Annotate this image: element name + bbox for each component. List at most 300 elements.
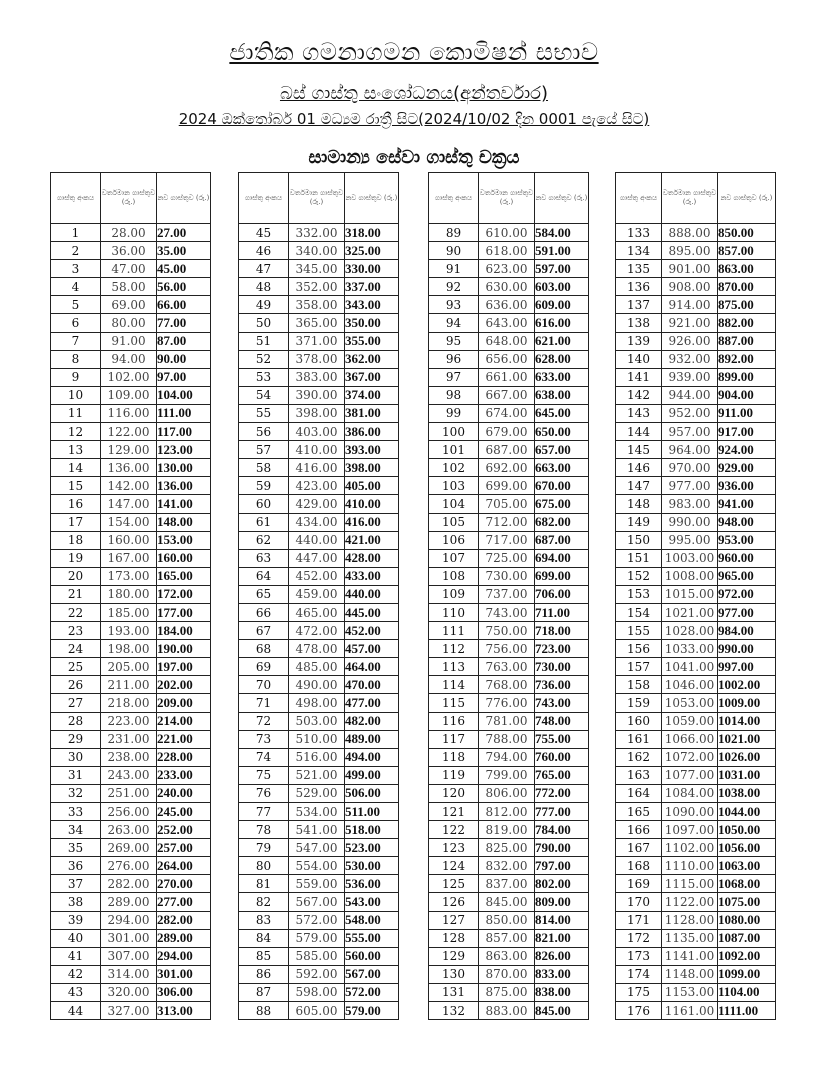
- table-row: [239, 296, 399, 314]
- table-row: [429, 947, 589, 965]
- table-row: [51, 730, 211, 748]
- old-fare: 1153.00: [662, 983, 718, 1001]
- table-row: [616, 893, 776, 911]
- section-number: 72: [239, 712, 289, 730]
- new-fare: 257.00: [157, 839, 211, 857]
- section-number: 153: [616, 585, 662, 603]
- old-fare: 529.00: [289, 784, 345, 802]
- table-row: [51, 603, 211, 621]
- old-fare: 1003.00: [662, 549, 718, 567]
- old-fare: 970.00: [662, 459, 718, 477]
- old-fare: 776.00: [479, 694, 535, 712]
- new-fare: 27.00: [157, 224, 211, 242]
- table-row: [239, 730, 399, 748]
- table-row: [51, 658, 211, 676]
- new-fare: 924.00: [718, 441, 776, 459]
- table-row: [51, 821, 211, 839]
- new-fare: 177.00: [157, 603, 211, 621]
- old-fare: 136.00: [101, 459, 157, 477]
- old-fare: 926.00: [662, 332, 718, 350]
- new-fare: 591.00: [535, 242, 589, 260]
- section-number: 88: [239, 1002, 289, 1020]
- section-number: 21: [51, 585, 101, 603]
- old-fare: 1141.00: [662, 947, 718, 965]
- old-fare: 656.00: [479, 350, 535, 368]
- old-fare: 567.00: [289, 893, 345, 911]
- old-fare: 763.00: [479, 658, 535, 676]
- old-fare: 1148.00: [662, 965, 718, 983]
- table-row: [429, 495, 589, 513]
- section-number: 139: [616, 332, 662, 350]
- table-row: [239, 513, 399, 531]
- new-fare: 398.00: [345, 459, 399, 477]
- section-number: 39: [51, 911, 101, 929]
- table-row: [239, 803, 399, 821]
- table-row: [239, 839, 399, 857]
- section-number: 97: [429, 368, 479, 386]
- table-row: [51, 694, 211, 712]
- new-fare: 381.00: [345, 404, 399, 422]
- new-fare: 663.00: [535, 459, 589, 477]
- section-number: 125: [429, 875, 479, 893]
- old-fare: 147.00: [101, 495, 157, 513]
- section-number: 137: [616, 296, 662, 314]
- section-number: 93: [429, 296, 479, 314]
- old-fare: 914.00: [662, 296, 718, 314]
- old-fare: 28.00: [101, 224, 157, 242]
- new-fare: 221.00: [157, 730, 211, 748]
- table-row: [429, 404, 589, 422]
- section-number: 28: [51, 712, 101, 730]
- old-fare: 541.00: [289, 821, 345, 839]
- table-row: [429, 839, 589, 857]
- old-fare: 1028.00: [662, 622, 718, 640]
- table-row: [616, 386, 776, 404]
- section-number: 13: [51, 441, 101, 459]
- table-row: [239, 965, 399, 983]
- section-number: 41: [51, 947, 101, 965]
- table-row: [239, 640, 399, 658]
- table-row: [429, 477, 589, 495]
- section-number: 67: [239, 622, 289, 640]
- new-fare: 755.00: [535, 730, 589, 748]
- section-number: 31: [51, 766, 101, 784]
- old-fare: 485.00: [289, 658, 345, 676]
- old-fare: 160.00: [101, 531, 157, 549]
- old-fare: 301.00: [101, 929, 157, 947]
- section-number: 129: [429, 947, 479, 965]
- table-row: [616, 549, 776, 567]
- new-fare: 482.00: [345, 712, 399, 730]
- section-number: 3: [51, 260, 101, 278]
- page-title: ජාතික ගමනාගමන කොමිෂන් සභාව: [229, 38, 599, 66]
- section-number: 110: [429, 603, 479, 621]
- table-row: [616, 296, 776, 314]
- section-number: 76: [239, 784, 289, 802]
- old-fare: 429.00: [289, 495, 345, 513]
- fare-table: [615, 172, 776, 1020]
- old-fare: 307.00: [101, 947, 157, 965]
- section-number: 26: [51, 676, 101, 694]
- old-fare: 490.00: [289, 676, 345, 694]
- section-number: 6: [51, 314, 101, 332]
- new-fare: 499.00: [345, 766, 399, 784]
- section-number: 127: [429, 911, 479, 929]
- table-row: [616, 531, 776, 549]
- old-fare: 939.00: [662, 368, 718, 386]
- table-row: [616, 495, 776, 513]
- section-number: 121: [429, 803, 479, 821]
- section-number: 173: [616, 947, 662, 965]
- new-fare: 421.00: [345, 531, 399, 549]
- old-fare: 173.00: [101, 567, 157, 585]
- section-number: 20: [51, 567, 101, 585]
- section-number: 15: [51, 477, 101, 495]
- section-number: 63: [239, 549, 289, 567]
- table-row: [616, 803, 776, 821]
- new-fare: 111.00: [157, 404, 211, 422]
- old-fare: 503.00: [289, 712, 345, 730]
- section-number: 46: [239, 242, 289, 260]
- new-fare: 718.00: [535, 622, 589, 640]
- table-row: [239, 893, 399, 911]
- table-row: [616, 585, 776, 603]
- table-row: [429, 278, 589, 296]
- section-number: 113: [429, 658, 479, 676]
- old-fare: 554.00: [289, 857, 345, 875]
- new-fare: 670.00: [535, 477, 589, 495]
- table-row: [429, 784, 589, 802]
- old-fare: 345.00: [289, 260, 345, 278]
- old-fare: 957.00: [662, 423, 718, 441]
- old-fare: 648.00: [479, 332, 535, 350]
- table-row: [239, 404, 399, 422]
- old-fare: 390.00: [289, 386, 345, 404]
- table-row: [429, 748, 589, 766]
- old-fare: 1090.00: [662, 803, 718, 821]
- table-row: [429, 658, 589, 676]
- new-fare: 555.00: [345, 929, 399, 947]
- table-row: [51, 260, 211, 278]
- table-row: [429, 983, 589, 1001]
- new-fare: 1092.00: [718, 947, 776, 965]
- new-fare: 56.00: [157, 278, 211, 296]
- section-number: 170: [616, 893, 662, 911]
- section-number: 23: [51, 622, 101, 640]
- section-number: 61: [239, 513, 289, 531]
- old-fare: 819.00: [479, 821, 535, 839]
- section-number: 77: [239, 803, 289, 821]
- section-number: 82: [239, 893, 289, 911]
- old-fare: 371.00: [289, 332, 345, 350]
- section-number: 174: [616, 965, 662, 983]
- table-row: [616, 965, 776, 983]
- old-fare: 857.00: [479, 929, 535, 947]
- section-number: 133: [616, 224, 662, 242]
- section-number: 85: [239, 947, 289, 965]
- section-number: 146: [616, 459, 662, 477]
- table-row: [239, 622, 399, 640]
- table-row: [616, 332, 776, 350]
- section-number: 1: [51, 224, 101, 242]
- section-number: 92: [429, 278, 479, 296]
- old-fare: 116.00: [101, 404, 157, 422]
- new-fare: 765.00: [535, 766, 589, 784]
- section-number: 73: [239, 730, 289, 748]
- section-number: 56: [239, 423, 289, 441]
- section-number: 17: [51, 513, 101, 531]
- old-fare: 1041.00: [662, 658, 718, 676]
- table-row: [239, 441, 399, 459]
- section-number: 152: [616, 567, 662, 585]
- fare-table: [428, 172, 589, 1020]
- new-fare: 240.00: [157, 784, 211, 802]
- table-row: [429, 350, 589, 368]
- table-row: [616, 947, 776, 965]
- table-row: [429, 314, 589, 332]
- old-fare: 498.00: [289, 694, 345, 712]
- table-row: [239, 947, 399, 965]
- old-fare: 378.00: [289, 350, 345, 368]
- section-number: 149: [616, 513, 662, 531]
- section-number: 120: [429, 784, 479, 802]
- table-row: [51, 784, 211, 802]
- old-fare: 340.00: [289, 242, 345, 260]
- table-row: [51, 965, 211, 983]
- old-fare: 977.00: [662, 477, 718, 495]
- table-row: [616, 603, 776, 621]
- table-row: [51, 513, 211, 531]
- new-fare: 743.00: [535, 694, 589, 712]
- section-number: 57: [239, 441, 289, 459]
- new-fare: 584.00: [535, 224, 589, 242]
- new-fare: 850.00: [718, 224, 776, 242]
- old-fare: 794.00: [479, 748, 535, 766]
- col-header-new-fare: නව ගාස්තුව (රු.): [718, 173, 776, 224]
- old-fare: 845.00: [479, 893, 535, 911]
- table-row: [429, 766, 589, 784]
- new-fare: 990.00: [718, 640, 776, 658]
- old-fare: 888.00: [662, 224, 718, 242]
- section-number: 131: [429, 983, 479, 1001]
- new-fare: 130.00: [157, 459, 211, 477]
- new-fare: 277.00: [157, 893, 211, 911]
- new-fare: 393.00: [345, 441, 399, 459]
- old-fare: 1102.00: [662, 839, 718, 857]
- section-number: 69: [239, 658, 289, 676]
- section-number: 98: [429, 386, 479, 404]
- new-fare: 197.00: [157, 658, 211, 676]
- table-row: [429, 296, 589, 314]
- old-fare: 122.00: [101, 423, 157, 441]
- old-fare: 932.00: [662, 350, 718, 368]
- new-fare: 845.00: [535, 1002, 589, 1020]
- section-number: 30: [51, 748, 101, 766]
- table-title: සාමාන්‍ය සේවා ගාස්තු චක්‍රය: [308, 147, 520, 168]
- section-number: 84: [239, 929, 289, 947]
- old-fare: 1066.00: [662, 730, 718, 748]
- section-number: 62: [239, 531, 289, 549]
- old-fare: 863.00: [479, 947, 535, 965]
- new-fare: 330.00: [345, 260, 399, 278]
- table-row: [616, 712, 776, 730]
- section-number: 2: [51, 242, 101, 260]
- section-number: 9: [51, 368, 101, 386]
- new-fare: 530.00: [345, 857, 399, 875]
- old-fare: 314.00: [101, 965, 157, 983]
- new-fare: 511.00: [345, 803, 399, 821]
- new-fare: 838.00: [535, 983, 589, 1001]
- section-number: 34: [51, 821, 101, 839]
- old-fare: 812.00: [479, 803, 535, 821]
- new-fare: 306.00: [157, 983, 211, 1001]
- table-row: [239, 350, 399, 368]
- section-number: 122: [429, 821, 479, 839]
- section-number: 18: [51, 531, 101, 549]
- col-header-section: ගාස්තු අංකය: [616, 173, 662, 224]
- old-fare: 605.00: [289, 1002, 345, 1020]
- table-row: [239, 459, 399, 477]
- old-fare: 231.00: [101, 730, 157, 748]
- old-fare: 1115.00: [662, 875, 718, 893]
- section-number: 71: [239, 694, 289, 712]
- new-fare: 633.00: [535, 368, 589, 386]
- new-fare: 736.00: [535, 676, 589, 694]
- table-row: [616, 368, 776, 386]
- old-fare: 743.00: [479, 603, 535, 621]
- table-row: [51, 839, 211, 857]
- table-row: [429, 1002, 589, 1020]
- old-fare: 211.00: [101, 676, 157, 694]
- section-number: 68: [239, 640, 289, 658]
- old-fare: 80.00: [101, 314, 157, 332]
- effective-date: 2024 ඔක්තෝබර් 01 මධ්‍යම රාත්‍රී සිට(2024/10/02 දින 0001 පැයේ සිට): [178, 110, 650, 128]
- new-fare: 97.00: [157, 368, 211, 386]
- section-number: 90: [429, 242, 479, 260]
- new-fare: 882.00: [718, 314, 776, 332]
- section-number: 37: [51, 875, 101, 893]
- old-fare: 825.00: [479, 839, 535, 857]
- new-fare: 899.00: [718, 368, 776, 386]
- table-row: [51, 224, 211, 242]
- old-fare: 1128.00: [662, 911, 718, 929]
- section-number: 19: [51, 549, 101, 567]
- section-number: 16: [51, 495, 101, 513]
- table-row: [239, 368, 399, 386]
- table-row: [429, 513, 589, 531]
- section-number: 151: [616, 549, 662, 567]
- new-fare: 997.00: [718, 658, 776, 676]
- section-number: 136: [616, 278, 662, 296]
- section-number: 78: [239, 821, 289, 839]
- section-number: 106: [429, 531, 479, 549]
- table-row: [239, 567, 399, 585]
- new-fare: 1104.00: [718, 983, 776, 1001]
- old-fare: 850.00: [479, 911, 535, 929]
- new-fare: 245.00: [157, 803, 211, 821]
- table-row: [51, 585, 211, 603]
- section-number: 134: [616, 242, 662, 260]
- table-row: [429, 423, 589, 441]
- old-fare: 1021.00: [662, 603, 718, 621]
- section-number: 12: [51, 423, 101, 441]
- new-fare: 428.00: [345, 549, 399, 567]
- table-row: [51, 857, 211, 875]
- section-number: 166: [616, 821, 662, 839]
- old-fare: 756.00: [479, 640, 535, 658]
- new-fare: 965.00: [718, 567, 776, 585]
- old-fare: 102.00: [101, 368, 157, 386]
- new-fare: 972.00: [718, 585, 776, 603]
- section-number: 80: [239, 857, 289, 875]
- new-fare: 209.00: [157, 694, 211, 712]
- section-number: 141: [616, 368, 662, 386]
- old-fare: 459.00: [289, 585, 345, 603]
- old-fare: 579.00: [289, 929, 345, 947]
- new-fare: 77.00: [157, 314, 211, 332]
- new-fare: 650.00: [535, 423, 589, 441]
- new-fare: 730.00: [535, 658, 589, 676]
- table-row: [239, 603, 399, 621]
- old-fare: 1033.00: [662, 640, 718, 658]
- new-fare: 682.00: [535, 513, 589, 531]
- new-fare: 863.00: [718, 260, 776, 278]
- old-fare: 521.00: [289, 766, 345, 784]
- table-row: [239, 875, 399, 893]
- table-row: [429, 676, 589, 694]
- table-row: [429, 567, 589, 585]
- section-number: 59: [239, 477, 289, 495]
- section-number: 48: [239, 278, 289, 296]
- table-row: [51, 947, 211, 965]
- table-row: [239, 929, 399, 947]
- section-number: 161: [616, 730, 662, 748]
- old-fare: 692.00: [479, 459, 535, 477]
- table-row: [616, 640, 776, 658]
- col-header-section: ගාස්තු අංකය: [51, 173, 101, 224]
- new-fare: 1080.00: [718, 911, 776, 929]
- table-row: [616, 622, 776, 640]
- old-fare: 1059.00: [662, 712, 718, 730]
- old-fare: 358.00: [289, 296, 345, 314]
- table-row: [429, 911, 589, 929]
- table-row: [429, 386, 589, 404]
- old-fare: 585.00: [289, 947, 345, 965]
- new-fare: 536.00: [345, 875, 399, 893]
- section-number: 25: [51, 658, 101, 676]
- old-fare: 643.00: [479, 314, 535, 332]
- old-fare: 799.00: [479, 766, 535, 784]
- section-number: 119: [429, 766, 479, 784]
- old-fare: 781.00: [479, 712, 535, 730]
- section-number: 111: [429, 622, 479, 640]
- section-number: 124: [429, 857, 479, 875]
- table-row: [429, 730, 589, 748]
- old-fare: 205.00: [101, 658, 157, 676]
- old-fare: 327.00: [101, 1002, 157, 1020]
- table-row: [429, 857, 589, 875]
- old-fare: 243.00: [101, 766, 157, 784]
- new-fare: 904.00: [718, 386, 776, 404]
- new-fare: 457.00: [345, 640, 399, 658]
- section-number: 148: [616, 495, 662, 513]
- old-fare: 768.00: [479, 676, 535, 694]
- old-fare: 705.00: [479, 495, 535, 513]
- section-number: 7: [51, 332, 101, 350]
- new-fare: 1099.00: [718, 965, 776, 983]
- new-fare: 911.00: [718, 404, 776, 422]
- new-fare: 270.00: [157, 875, 211, 893]
